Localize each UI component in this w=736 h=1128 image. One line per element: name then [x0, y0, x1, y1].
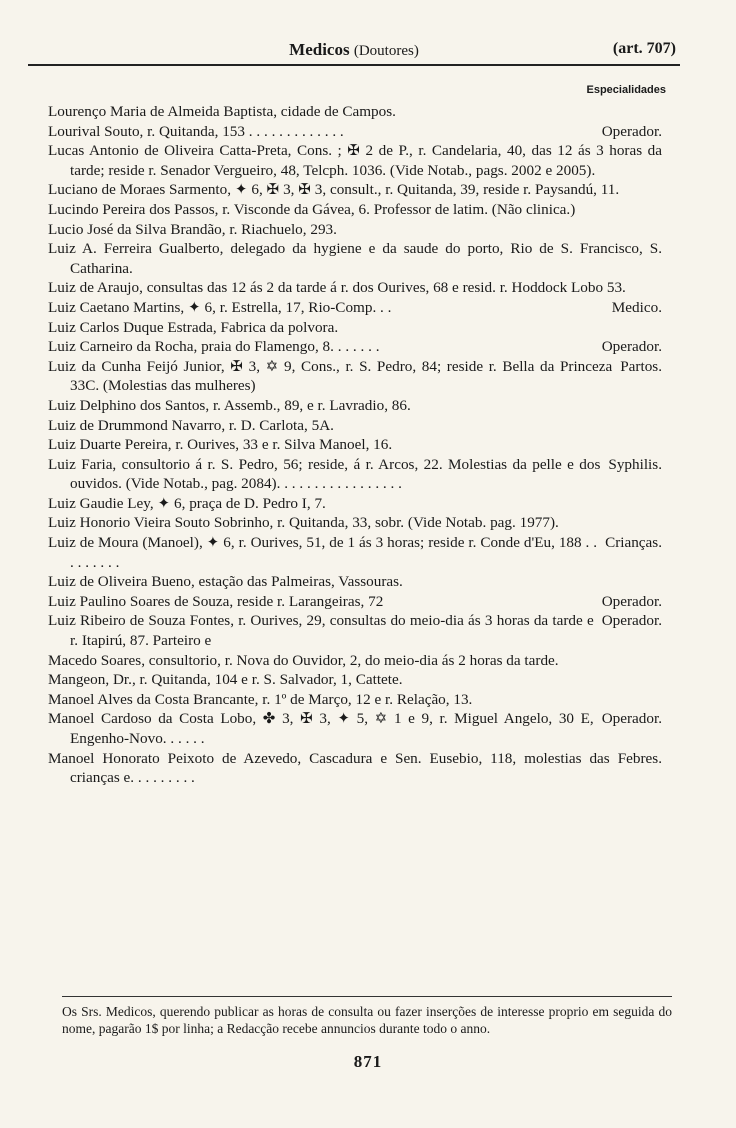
- entry-text: Manoel Honorato Peixoto de Azevedo, Cascadura e Sen. Eusebio, 118, molestias das crianças e. . . . . . . . .: [48, 749, 610, 787]
- list-item: [48, 749, 662, 788]
- list-item: [48, 592, 662, 612]
- page-number: 871: [353, 1052, 383, 1071]
- header-subtitle: (Doutores): [353, 43, 419, 59]
- list-item: [48, 396, 662, 416]
- entry-text: Luiz Gaudie Ley, ✦ 6, praça de D. Pedro I, 7.: [48, 494, 326, 512]
- specialty-label: Febres.: [617, 749, 662, 767]
- specialty-label: Operador.: [601, 338, 662, 356]
- list-item: [48, 572, 662, 592]
- page-header: [28, 38, 680, 66]
- entry-text: Lourival Souto, r. Quitanda, 153 . . . . . . . . . . . . .: [48, 122, 344, 140]
- entry-text: Luiz Carlos Duque Estrada, Fabrica da polvora.: [48, 318, 339, 336]
- list-item: [48, 533, 662, 572]
- entry-text: Manoel Cardoso da Costa Lobo, ✤ 3, ✠ 3, ✦ 5, ✡ 1 e 9, r. Miguel Angelo, 30 E, Engenho-Novo. . . . . .: [48, 710, 594, 747]
- entry-text: Luiz A. Ferreira Gualberto, delegado da hygiene e da saude do porto, Rio de S. Francisco, S. Catharina.: [48, 240, 662, 277]
- list-item: [48, 357, 662, 396]
- footer-notice: Os Srs. Medicos, querendo publicar as horas de consulta ou fazer inserções de interesse proprio em seguida do nome, pagarão 1$ por linha; a Redacção recebe annuncios durante todo o anno.: [62, 996, 672, 1037]
- directory-list: [48, 102, 662, 788]
- entry-text: Luiz de Araujo, consultas das 12 ás 2 da tarde á r. dos Ourives, 68 e resid. r. Hoddock Lobo 53.: [48, 279, 626, 297]
- list-item: [48, 416, 662, 436]
- list-item: [48, 239, 662, 278]
- specialty-label: Operador.: [601, 592, 662, 610]
- list-item: [48, 337, 662, 357]
- specialty-label: Crianças.: [605, 534, 662, 552]
- entry-text: Luiz Honorio Vieira Souto Sobrinho, r. Quitanda, 33, sobr. (Vide Notab. pag. 1977).: [48, 514, 559, 532]
- list-item: [48, 220, 662, 240]
- entry-text: Luiz de Drummond Navarro, r. D. Carlota, 5A.: [48, 416, 334, 434]
- list-item: [48, 690, 662, 710]
- list-item: [48, 709, 662, 748]
- header-title: [28, 40, 680, 60]
- list-item: [48, 494, 662, 514]
- list-item: [48, 611, 662, 650]
- entry-text: Macedo Soares, consultorio, r. Nova do Ouvidor, 2, do meio-dia ás 2 horas da tarde.: [48, 651, 559, 669]
- entry-text: Luiz de Oliveira Bueno, estação das Palmeiras, Vassouras.: [48, 573, 403, 591]
- list-item: [48, 298, 662, 318]
- entry-text: Mangeon, Dr., r. Quitanda, 104 e r. S. Salvador, 1, Cattete.: [48, 671, 403, 689]
- entry-text: Luiz Faria, consultorio á r. S. Pedro, 56; reside, á r. Arcos, 22. Molestias da pelle e dos ouvidos. (Vide Notab., pag. 2084). . . . . . . . . . . . . . . . .: [48, 455, 601, 493]
- entry-text: Luiz Carneiro da Rocha, praia do Flamengo, 8. . . . . . .: [48, 338, 380, 356]
- entry-text: Lourenço Maria de Almeida Baptista, cidade de Campos.: [48, 103, 396, 120]
- list-item: [48, 141, 662, 180]
- list-item: [48, 200, 662, 220]
- entry-text: Lucas Antonio de Oliveira Catta-Preta, Cons. ; ✠ 2 de P., r. Candelaria, 40, das 12 ás 3 horas da tarde; reside r. Senador Vergueiro, 48, Telcph. 1036. (Vide Notab., pags. 2002 e 2005).: [48, 142, 662, 179]
- entry-text: Lucio José da Silva Brandão, r. Riachuelo, 293.: [48, 220, 337, 238]
- specialty-label: Operador.: [601, 612, 662, 630]
- specialty-label: Medico.: [611, 298, 662, 316]
- entry-text: Manoel Alves da Costa Brancante, r. 1º de Março, 12 e r. Relação, 13.: [48, 690, 473, 708]
- list-item: [48, 435, 662, 455]
- entry-text: Luiz de Moura (Manoel), ✦ 6, r. Ourives, 51, de 1 ás 3 horas; reside r. Conde d'Eu, 188 . . . . . . . . .: [48, 534, 598, 571]
- list-item: [48, 455, 662, 494]
- entry-text: Luiz Delphino dos Santos, r. Assemb., 89, e r. Lavradio, 86.: [48, 396, 411, 414]
- specialty-label: Operador.: [601, 710, 662, 728]
- specialty-label: Syphilis.: [608, 455, 662, 473]
- list-item: [48, 180, 662, 200]
- entry-text: Lucindo Pereira dos Passos, r. Visconde da Gávea, 6. Professor de latim. (Não clinica.): [48, 200, 576, 218]
- list-item: [48, 318, 662, 338]
- entry-text: Luiz Caetano Martins, ✦ 6, r. Estrella, 17, Rio-Comp. . .: [48, 298, 392, 316]
- entry-text: Luiz da Cunha Feijó Junior, ✠ 3, ✡ 9, Cons., r. S. Pedro, 84; reside r. Bella da Princeza 33C. (Molestias das mulheres): [48, 357, 613, 395]
- list-item: [48, 278, 662, 298]
- list-item: [48, 513, 662, 533]
- entry-text: Luciano de Moraes Sarmento, ✦ 6, ✠ 3, ✠ 3, consult., r. Quitanda, 39, reside r. Paysandú, 11.: [48, 181, 620, 199]
- list-item: [48, 102, 662, 122]
- entry-text: Luiz Ribeiro de Souza Fontes, r. Ourives, 29, consultas do meio-dia ás 3 horas da tarde e r. Itapirú, 87. Parteiro e: [48, 612, 594, 650]
- list-item: [48, 670, 662, 690]
- entry-text: Luiz Paulino Soares de Souza, reside r. Larangeiras, 72: [48, 592, 384, 610]
- specialty-label: Partos.: [620, 357, 662, 375]
- header-title-text: Medicos: [289, 40, 350, 59]
- list-item: [48, 651, 662, 671]
- entry-text: Luiz Duarte Pereira, r. Ourives, 33 e r. Silva Manoel, 16.: [48, 436, 393, 454]
- header-article-ref: (art. 707): [612, 40, 676, 57]
- specialty-column-label: Especialidades: [586, 84, 666, 96]
- specialty-label: Operador.: [601, 122, 662, 140]
- list-item: [48, 122, 662, 142]
